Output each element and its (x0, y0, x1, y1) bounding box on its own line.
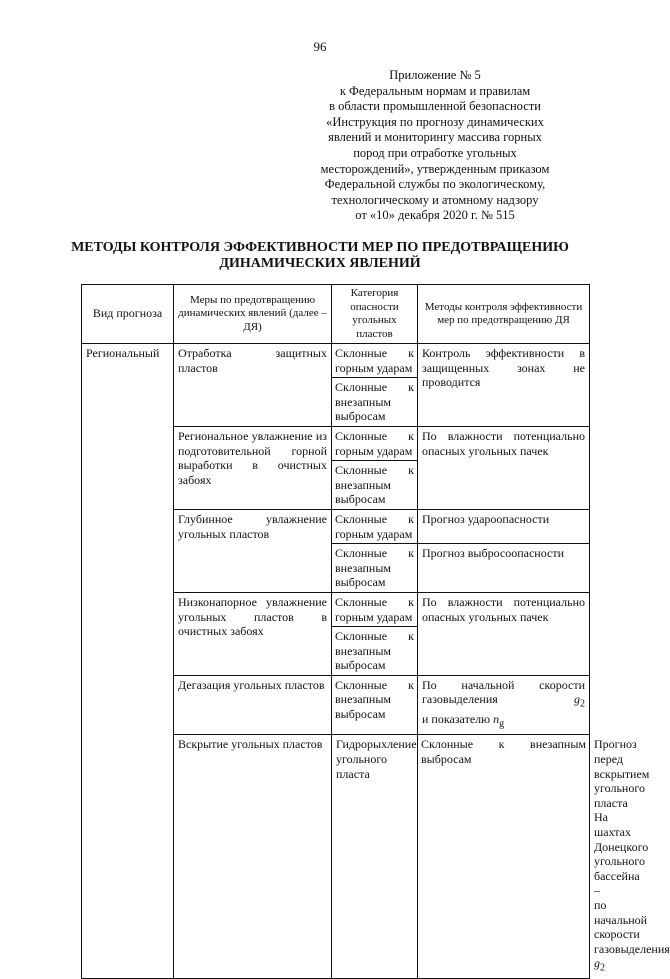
title-line: МЕТОДЫ КОНТРОЛЯ ЭФФЕКТИВНОСТИ МЕР ПО ПРЕДОТВРАЩЕНИЮ (71, 240, 569, 255)
appendix-line: Приложение № 5 (389, 68, 481, 82)
appendix-header (320, 68, 550, 224)
appendix-line: технологическому и атомному надзору (331, 192, 539, 207)
method-text (422, 678, 585, 713)
forecast-type-cell: Вскрытие угольных пластов (174, 735, 332, 979)
category-cell: Склонные к внезапным выбросам (332, 378, 418, 427)
category-cell: Склонные к внезапным выбросам (332, 675, 418, 735)
category-cell: Склонные к внезапным выбросам (418, 735, 590, 979)
g2-subscript: 2 (580, 698, 585, 710)
appendix-line: пород при отработке угольных (353, 145, 517, 160)
appendix-line: от «10» декабря 2020 г. № 515 (355, 208, 515, 223)
table-header-row (82, 285, 590, 344)
measure-cell: Отработка защитных пластов (174, 344, 332, 427)
category-cell: Склонные к горным ударам (332, 426, 418, 460)
ng-subscript: g (499, 718, 505, 730)
measure-cell: Региональное увлажнение из подготовительной горной выработки в очистных забоях (174, 426, 332, 509)
measure-cell: Дегазация угольных пластов (174, 675, 332, 735)
category-cell: Склонные к горным ударам (332, 592, 418, 626)
category-cell: Склонные к внезапным выбросам (332, 461, 418, 510)
method-cell: Прогноз удароопасности (418, 509, 590, 543)
measure-cell: Гидрорыхление угольного пласта (332, 735, 418, 979)
g2-symbol: g (594, 956, 600, 971)
method-cell (418, 675, 590, 735)
method-text-main: По начальной скорости газовыделения (422, 677, 585, 707)
method-cell: Прогноз выбросоопасности (418, 544, 590, 593)
appendix-line: «Инструкция по прогнозу динамических (326, 114, 544, 129)
appendix-line: в области промышленной безопасности (329, 99, 541, 114)
measure-cell: Низконапорное увлажнение угольных пластов в очистных забоях (174, 592, 332, 675)
appendix-line: явлений и мониторингу массива горных (328, 130, 542, 145)
appendix-line: месторождений», утвержденным приказом (320, 161, 550, 176)
method-and-text: и показателю (422, 712, 491, 727)
method-cell: По влажности потенциально опасных угольных пачек (418, 426, 590, 509)
document-title (60, 240, 580, 272)
ng-symbol: n (493, 712, 500, 727)
appendix-line: к Федеральным нормам и правилам (339, 83, 531, 98)
methods-table (81, 284, 670, 979)
category-cell: Склонные к горным ударам (332, 509, 418, 543)
g2-subscript: 2 (600, 962, 605, 974)
category-cell: Склонные к внезапным выбросам (332, 627, 418, 676)
appendix-line: Федеральной службы по экологическому, (324, 177, 546, 192)
header-methods: Методы контроля эффективности мер по предотвращению ДЯ (418, 285, 590, 344)
method-cell: По влажности потенциально опасных угольных пачек (418, 592, 590, 675)
forecast-type-cell: Региональный (82, 344, 174, 979)
header-category: Категория опасности угольных пластов (332, 285, 418, 344)
header-forecast-type: Вид прогноза (82, 285, 174, 344)
header-measures: Меры по предотвращению динамических явлений (далее – ДЯ) (174, 285, 332, 344)
table-row (82, 344, 590, 378)
page-number: 96 (313, 39, 327, 54)
measure-cell: Глубинное увлажнение угольных пластов (174, 509, 332, 592)
title-line: ДИНАМИЧЕСКИХ ЯВЛЕНИЙ (219, 256, 421, 271)
table-row: Вскрытие угольных пластов Гидрорыхление угольного пласта Склонные к внезапным выбросам Прогноз перед вскрытием угольного пласта На шахтах Донецкого угольного бассейна – по начальной скорости газовыделения $g_2$ (82, 735, 590, 979)
g2-symbol: g (574, 692, 580, 707)
category-cell: Склонные к горным ударам (332, 344, 418, 378)
method-text-2 (422, 712, 585, 732)
category-cell: Склонные к внезапным выбросам (332, 544, 418, 593)
method-line-text: На шахтах Донецкого угольного бассейна – по начальной скорости газовыделения (594, 810, 670, 956)
method-cell: Контроль эффективности в защищенных зонах не проводится (418, 344, 590, 427)
